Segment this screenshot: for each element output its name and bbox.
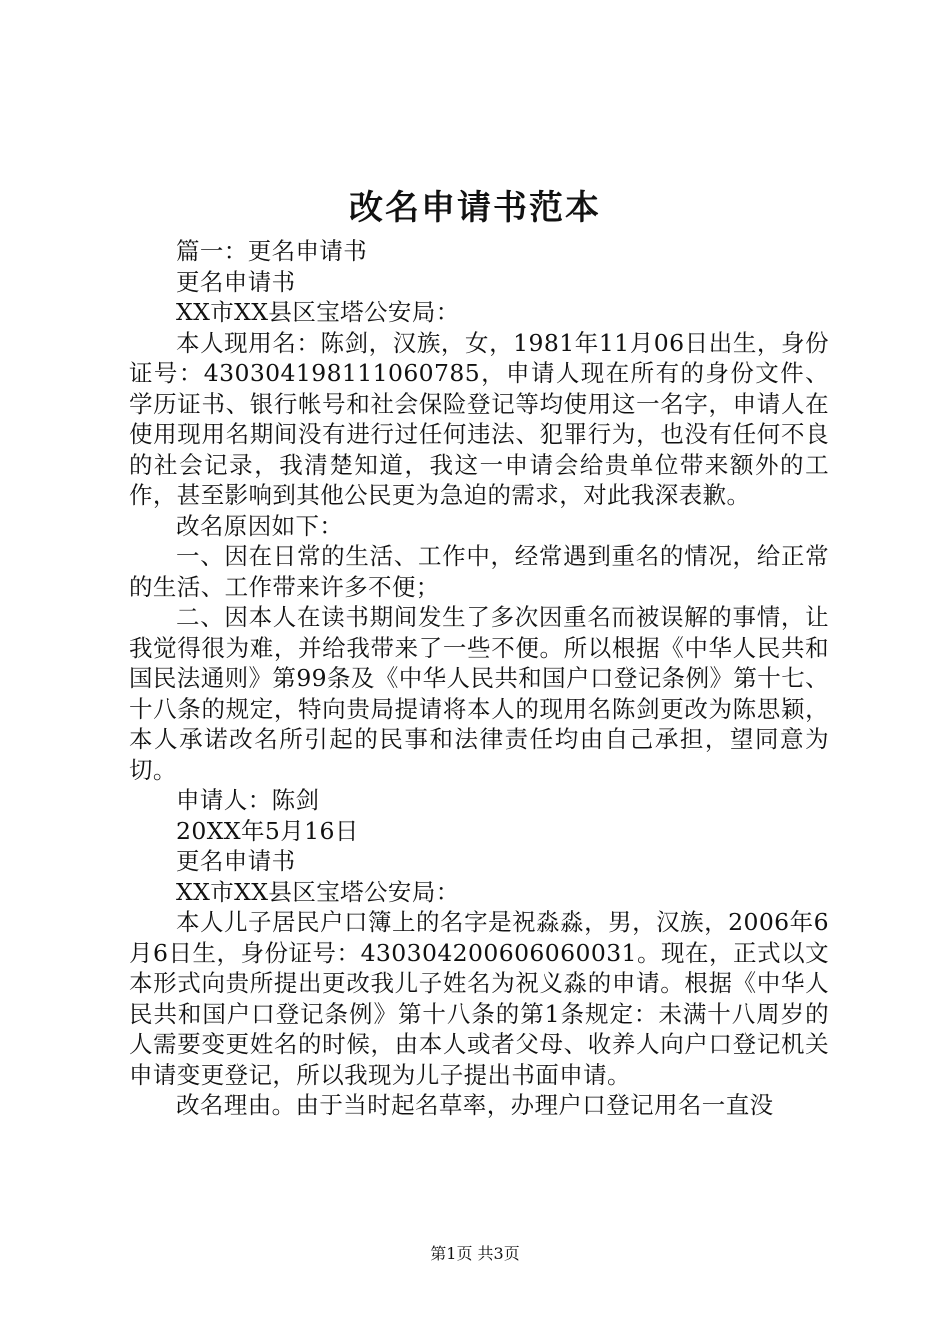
paragraph-applicant-info: 本人现用名：陈剑，汉族，女，1981年11月06日出生，身份证号：430304198111060785，申请人现在所有的身份文件、学历证书、银行帐号和社会保险登记等均使用这一名字，申请人在使用现用名期间没有进行过任何违法、犯罪行为，也没有任何不良的社会记录，我清楚知道，我这一申请会给贵单位带来额外的工作，甚至影响到其他公民更为急迫的需求，对此我深表歉。 bbox=[129, 328, 829, 509]
paragraph-date: 20XX年5月16日 bbox=[176, 816, 359, 845]
paragraph-applicant-signature: 申请人：陈剑 bbox=[176, 786, 320, 814]
paragraph-recipient-2: XX市XX县区宝塔公安局： bbox=[176, 877, 460, 906]
document-title: 改名申请书范本 bbox=[349, 188, 601, 228]
paragraph-letter-title: 更名申请书 bbox=[176, 267, 296, 296]
paragraph-reason-one: 一、因在日常的生活、工作中，经常遇到重名的情况，给正常的生活、工作带来许多不便； bbox=[129, 542, 829, 601]
paragraph-letter-title-2: 更名申请书 bbox=[176, 847, 296, 875]
paragraph-reason-two: 二、因本人在读书期间发生了多次因重名而被误解的事情，让我觉得很为难，并给我带来了一些不便。所以根据《中华人民共和国民法通则》第99条及《中华人民共和国户口登记条例》第十七、十八条的规定，特向贵局提请将本人的现用名陈剑更改为陈思颖，本人承诺改名所引起的民事和法律责任均由自己承担，望同意为切。 bbox=[129, 603, 829, 784]
document-body bbox=[129, 236, 829, 1121]
paragraph-recipient: XX市XX县区宝塔公安局： bbox=[176, 298, 460, 326]
paragraph-reasons-heading: 改名原因如下： bbox=[176, 511, 344, 540]
page-footer: 第1页 共3页 bbox=[430, 1244, 520, 1263]
paragraph-rename-reason: 改名理由。由于当时起名草率，办理户口登记用名一直没 bbox=[176, 1091, 774, 1119]
paragraph-section-heading: 篇一：更名申请书 bbox=[176, 237, 368, 265]
paragraph-child-info: 本人儿子居民户口簿上的名字是祝淼淼，男，汉族，2006年6月6日生，身份证号：430304200606060031。现在，正式以文本形式向贵所提出更改我儿子姓名为祝义淼的申请。根据《中华人民共和国户口登记条例》第十八条的第1条规定：未满十八周岁的人需要变更姓名的时候，由本人或者父母、收养人向户口登记机关申请变更登记，所以我现为儿子提出书面申请。 bbox=[129, 908, 829, 1089]
